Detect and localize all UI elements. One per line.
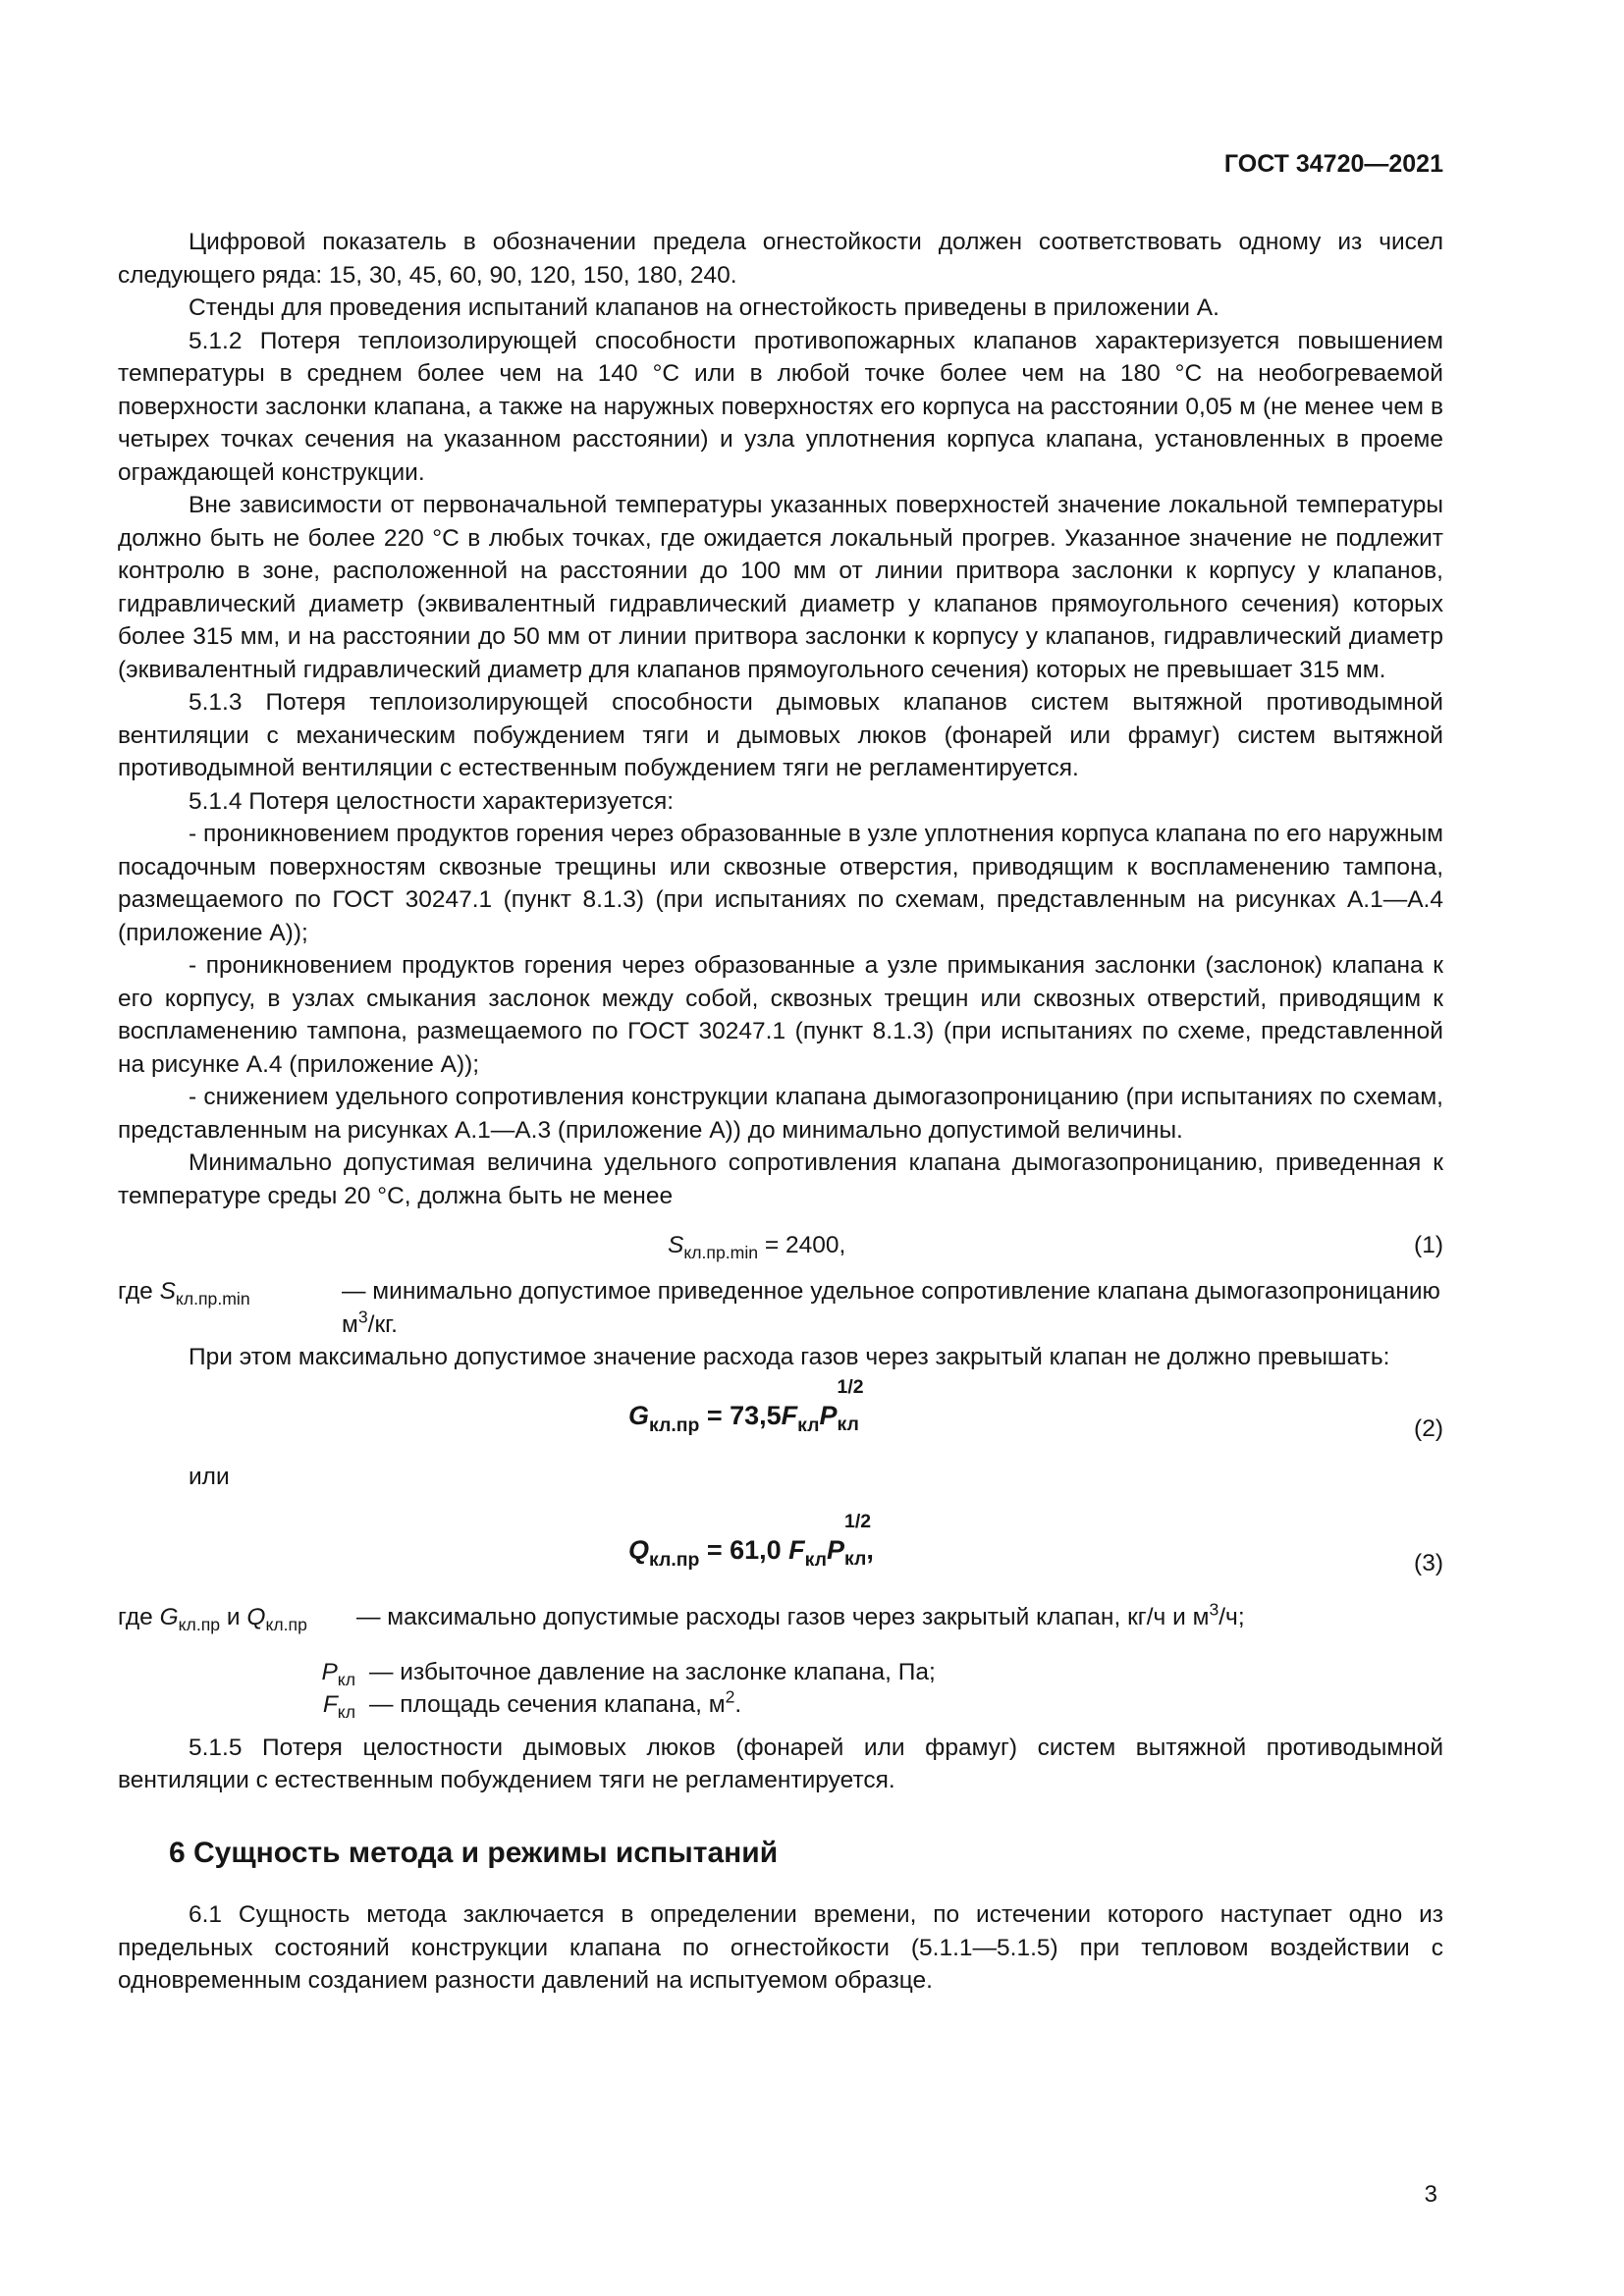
paragraph: 5.1.3 Потеря теплоизолирующей способности дымовых клапанов систем вытяжной противодымной вентиляции с механическим побуждением тяги и дымовых люков (фонарей или фрамуг) систем вытяжной противодымной вентиляции с естественным побуждением тяги не регламентируется.	[118, 689, 1443, 781]
section-heading: 6 Сущность метода и режимы испытаний	[169, 1836, 779, 1869]
formula-1	[118, 1222, 1443, 1269]
paragraph: 5.1.4 Потеря целостности характеризуется:	[189, 787, 675, 815]
formula-2-number: (2)	[1414, 1415, 1443, 1442]
formula-2	[118, 1375, 1443, 1442]
where-1-term: где $S_{кл.пр.min}$	[118, 1278, 250, 1309]
paragraph: 5.1.2 Потеря теплоизолирующей способности противопожарных клапанов характеризуется повышением температуры в среднем более чем на 140 °С или в любой точке более чем на 180 °С на необогреваемой поверхности заслонки клапана, а также на наружных поверхностях его корпуса на расстоянии 0,05 м (не менее чем в четырех точках сечения на указанном расстоянии) и узла уплотнения корпуса клапана, установленных в проеме ограждающей конструкции.	[118, 327, 1443, 486]
paragraph: 6.1 Сущность метода заключается в определении времени, по истечении которого наступает одно из предельных состояний конструкции клапана по огнестойкости (5.1.1—5.1.5) при тепловом воздействии с одновременным созданием разности давлений на испытуемом образце.	[118, 1901, 1443, 1994]
legend-p-term: $P_{кл}$	[321, 1658, 355, 1689]
legend-f	[118, 1688, 1443, 1722]
paragraph: При этом максимально допустимое значение расхода газов через закрытый клапан не должно превышать:	[189, 1344, 1390, 1370]
formula-3	[118, 1511, 1443, 1576]
legend-p-definition: — избыточное давление на заслонке клапана, Па;	[369, 1658, 936, 1685]
where-block-2	[118, 1601, 1443, 1634]
legend-p	[118, 1656, 1443, 1689]
legend-f-term: $F_{кл}$	[322, 1691, 355, 1723]
formula-3-expression: $Q_{кл.пр} = 61,0$ $F_{кл}P$ 1/2 $_{кл}$,	[628, 1511, 874, 1571]
paragraph: - проникновением продуктов горения через образованные в узле уплотнения корпуса клапана по его наружным посадочным поверхностям сквозные трещины или сквозные отверстия, приводящим к воспламенению тампона, размещаемого по ГОСТ 30247.1 (пункт 8.1.3) (при испытаниях по схемам, представленным на рисунках А.1—А.4 (приложение А));	[118, 821, 1443, 946]
paragraph: - снижением удельного сопротивления конструкции клапана дымогазопроницанию (при испытаниях по схемам, представленным на рисунках А.1—А.3 (приложение А)) до минимально допустимой величины.	[118, 1084, 1443, 1144]
paragraph: Минимально допустимая величина удельного сопротивления клапана дымогазопроницанию, приведенная к температуре среды 20 °С, должна быть не менее	[118, 1149, 1443, 1209]
paragraph: Стенды для проведения испытаний клапанов на огнестойкость приведены в приложении А.	[189, 294, 1219, 321]
page-number: 3	[1424, 2181, 1437, 2208]
paragraph: 5.1.5 Потеря целостности дымовых люков (фонарей или фрамуг) систем вытяжной противодымной вентиляции с естественным побуждением тяги не регламентируется.	[118, 1734, 1443, 1793]
document-header: ГОСТ 34720—2021	[1223, 150, 1443, 178]
paragraph: или	[189, 1463, 230, 1490]
where-block-1	[118, 1275, 1443, 1341]
paragraph: Вне зависимости от первоначальной температуры указанных поверхностей значение локальной температуры должно быть не более 220 °С в любых точках, где ожидается локальный прогрев. Указанное значение не подлежит контролю в зоне, расположенной на расстоянии до 100 мм от линии притвора заслонки к корпусу у клапанов, гидравлический диаметр (эквивалентный гидравлический диаметр у клапанов прямоугольного сечения) которых более 315 мм, и на расстоянии до 50 мм от линии притвора заслонки к корпусу у клапанов, гидравлический диаметр (эквивалентный гидравлический диаметр для клапанов прямоугольного сечения) которых не превышает 315 мм.	[118, 492, 1443, 683]
legend-f-definition: — площадь сечения клапана, $м^2$.	[369, 1686, 742, 1718]
where-1-definition: — минимально допустимое приведенное удельное сопротивление клапана дымогазопроницанию $м^3/кг$.	[342, 1278, 1440, 1338]
where-2-definition: — максимально допустимые расходы газов через закрытый клапан, кг/ч и $м^3/ч$;	[356, 1599, 1245, 1630]
page-body	[118, 226, 1443, 1998]
formula-1-expression: $S_{кл.пр.min} = 2400$,	[668, 1232, 846, 1263]
formula-3-number: (3)	[1414, 1550, 1443, 1576]
paragraph: - проникновением продуктов горения через образованные а узле примыкания заслонки (заслонок) клапана к его корпусу, в узлах смыкания заслонок между собой, сквозных трещин или сквозных отверстий, приводящим к воспламенению тампона, размещаемого по ГОСТ 30247.1 (пункт 8.1.3) (при испытаниях по схеме, представленной на рисунке А.4 (приложение А));	[118, 952, 1443, 1078]
formula-1-number: (1)	[1414, 1232, 1443, 1258]
where-2-term: где $G_{кл.пр}$ и $Q_{кл.пр}$	[118, 1604, 307, 1635]
formula-2-expression: $G_{кл.пр} = 73,5F_{кл}P$ 1/2 $_{кл}$	[628, 1375, 864, 1436]
paragraph: Цифровой показатель в обозначении предела огнестойкости должен соответствовать одному из чисел следующего ряда: 15, 30, 45, 60, 90, 120, 150, 180, 240.	[118, 229, 1443, 289]
